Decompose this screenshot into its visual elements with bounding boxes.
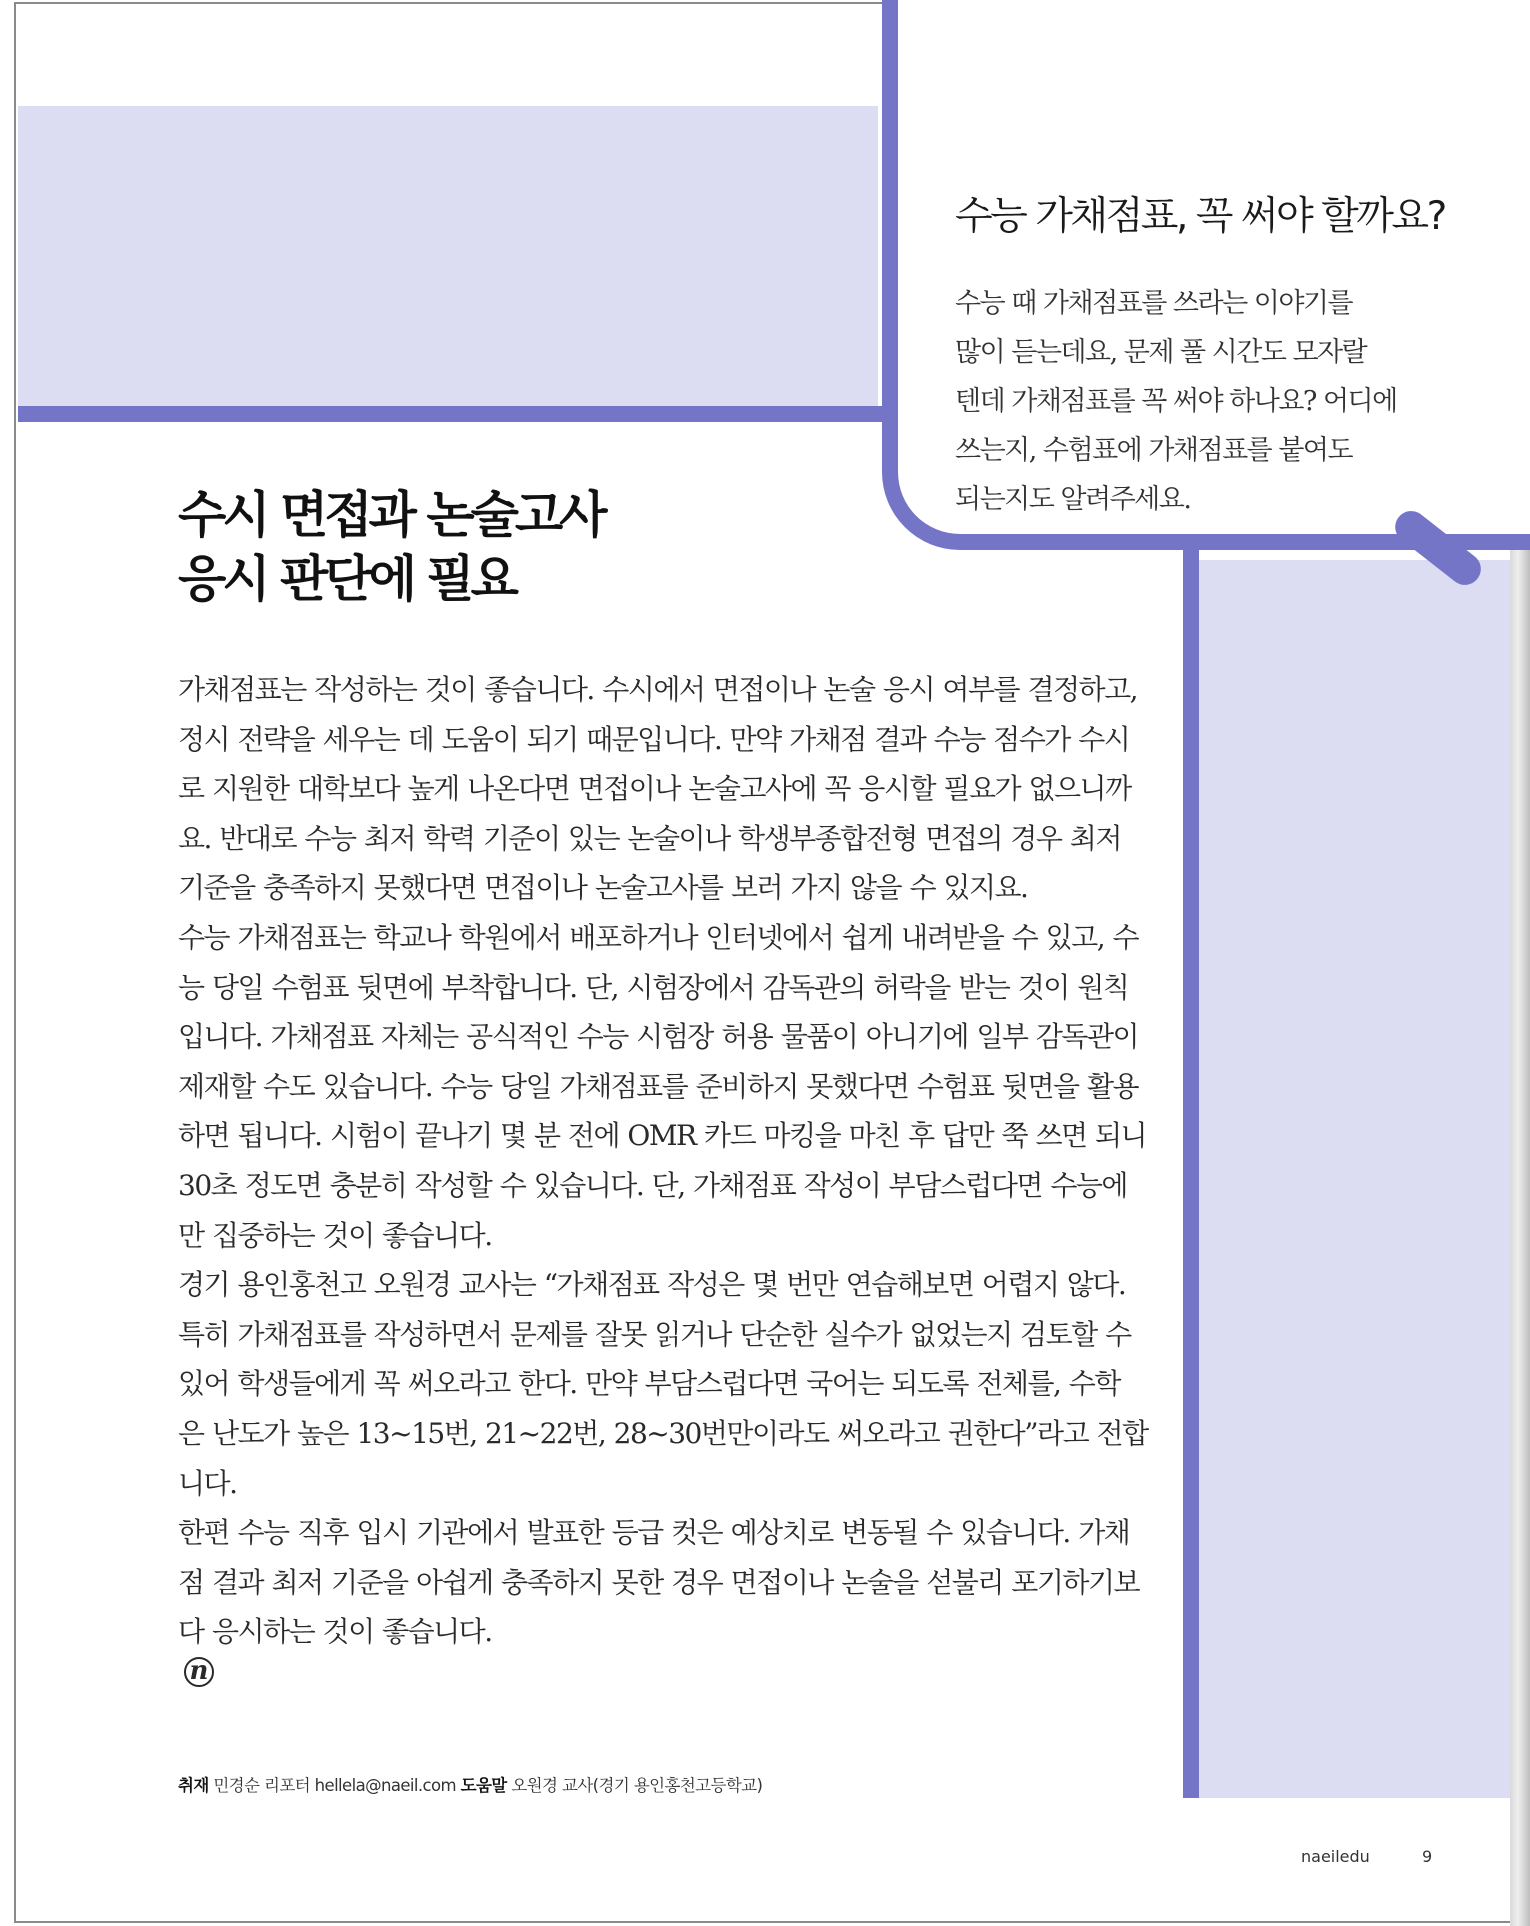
question-box [955, 185, 1475, 524]
article-line: 기준을 충족하지 못했다면 면접이나 논술고사를 보러 가지 않을 수 있지요. [178, 871, 1028, 905]
decorative-lavender-column [1198, 560, 1510, 1798]
article-line: 가채점표는 작성하는 것이 좋습니다. 수시에서 면접이나 논술 응시 여부를 결정하고, [178, 673, 1138, 706]
article-line: 30초 정도면 충분히 작성할 수 있습니다. 단, 가채점표 작성이 부담스럽다면 수능에 [178, 1168, 1127, 1202]
helper-text: 오원경 교사(경기 용인홍천고등학교) [511, 1776, 763, 1795]
article-line: 제재할 수도 있습니다. 수능 당일 가채점표를 준비하지 못했다면 수험표 뒷면을 활용 [178, 1069, 1139, 1103]
reporter-label: 취재 [178, 1776, 209, 1795]
article-line: 요. 반대로 수능 최저 학력 기준이 있는 논술이나 학생부종합전형 면접의 경우 최저 [178, 821, 1121, 855]
article-line: 하면 됩니다. 시험이 끝나기 몇 분 전에 OMR 카드 마킹을 마친 후 답만 쭉 쓰면 되니 [178, 1119, 1147, 1153]
end-mark-icon: n [184, 1657, 214, 1687]
page-number: 9 [1422, 1847, 1433, 1866]
helper-label: 도움말 [460, 1776, 507, 1795]
article-line: 정시 전략을 세우는 데 도움이 되기 때문입니다. 만약 가채점 결과 수능 점수가 수시 [178, 722, 1130, 756]
article-line: 니다. [178, 1466, 237, 1500]
article-body [178, 665, 1148, 1687]
article-line: 능 당일 수험표 뒷면에 부착합니다. 단, 시험장에서 감독관의 허락을 받는 것이 원칙 [178, 970, 1129, 1004]
footer-brand: naeiledu [1301, 1847, 1370, 1866]
article-heading-line: 응시 판단에 필요 [178, 550, 515, 608]
article-line: 특히 가채점표를 작성하면서 문제를 잘못 읽거나 단순한 실수가 없었는지 검토할 수 [178, 1317, 1131, 1351]
article-line: 경기 용인홍천고 오원경 교사는 “가채점표 작성은 몇 번만 연습해보면 어렵지 않다. [178, 1268, 1126, 1302]
article-line: 수능 가채점표는 학교나 학원에서 배포하거나 인터넷에서 쉽게 내려받을 수 있고, 수 [178, 920, 1139, 954]
decorative-horizontal-bar [18, 406, 898, 422]
article-heading [178, 483, 604, 611]
article-heading-line: 수시 면접과 논술고사 [178, 486, 604, 544]
article-line: 입니다. 가채점표 자체는 공식적인 수능 시험장 허용 물품이 아니기에 일부 감독관이 [178, 1020, 1139, 1054]
decorative-lavender-band [18, 106, 878, 408]
article-line: 로 지원한 대학보다 높게 나온다면 면접이나 논술고사에 꼭 응시할 필요가 없으니까 [178, 772, 1131, 806]
article-line: 만 집중하는 것이 좋습니다. [178, 1218, 492, 1252]
decorative-vertical-bar [1183, 548, 1199, 1798]
article-line: 다 응시하는 것이 좋습니다. n [178, 1615, 492, 1686]
article-line: 있어 학생들에게 꼭 써오라고 한다. 만약 부담스럽다면 국어는 되도록 전체를, 수학 [178, 1367, 1120, 1401]
reporter-text: 민경순 리포터 hellela@naeil.com [213, 1776, 456, 1795]
credits [178, 1772, 762, 1796]
question-title: 수능 가채점표, 꼭 써야 할까요? [955, 194, 1445, 239]
article-line: 점 결과 최저 기준을 아쉽게 충족하지 못한 경우 면접이나 논술을 섣불리 포기하기보 [178, 1565, 1140, 1599]
question-body: 수능 때 가채점표를 쓰라는 이야기를 많이 듣는데요, 문제 풀 시간도 모자랄 텐데 가채점표를 꼭 써야 하나요? 어디에 쓰는지, 수험표에 가채점표를 붙여도 되는지도 알려주세요. [955, 288, 1397, 515]
article-line: 은 난도가 높은 13~15번, 21~22번, 28~30번만이라도 써오라고 권한다”라고 전합 [178, 1416, 1148, 1450]
article-line: 한편 수능 직후 입시 기관에서 발표한 등급 컷은 예상치로 변동될 수 있습니다. 가채 [178, 1516, 1130, 1550]
